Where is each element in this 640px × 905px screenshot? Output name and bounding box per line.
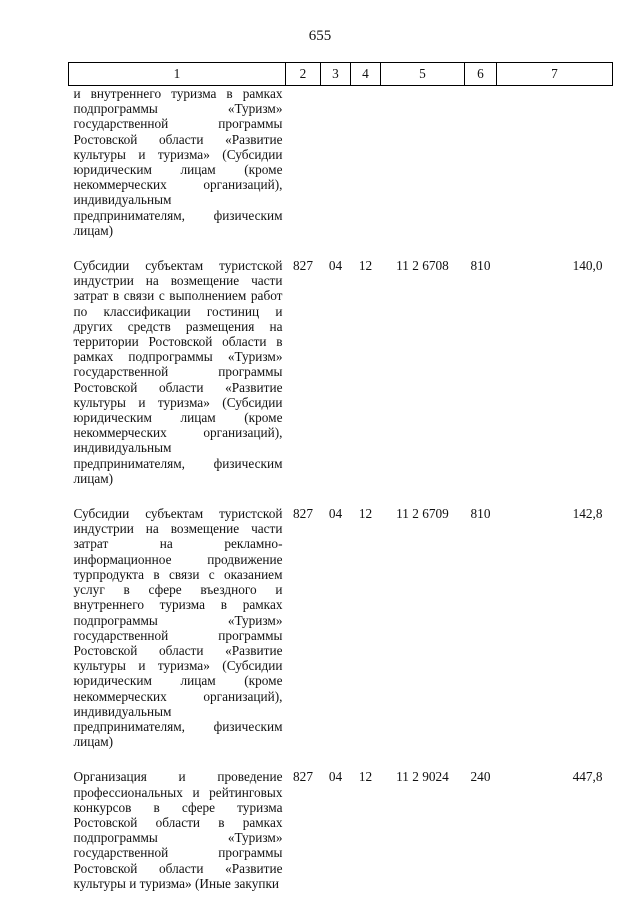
row-subsection-code: 12 (358, 506, 373, 522)
row-subsection-code (351, 86, 381, 249)
row-amount (497, 86, 613, 249)
header-col-3: 3 (321, 63, 351, 86)
row-amount: 140,0 (572, 258, 603, 274)
row-description: Субсидии субъектам туристской индустрии на возмещение части затрат в связи с выполнением работ по классификации гостиниц и других средств размещения на территории Ростовской области в рамках подпрограммы «Туризм» государственной программы Ростовской области «Развитие культуры и туризма» (Субсидии юридическим лицам (кроме некоммерческих организаций), индивидуальным предпринимателям, физическим лицам) (73, 258, 283, 486)
table-row (69, 759, 613, 901)
row-target-article: 11 2 6709 (396, 506, 449, 522)
row-description: Субсидии субъектам туристской индустрии на возмещение части затрат на рекламно-информационное продвижение турпродукта в связи с оказанием услуг в сфере въездного и внутреннего туризма в рамках подпрограммы «Туризм» государственной программы Ростовской области «Развитие культуры и туризма» (Субсидии юридическим лицам (кроме некоммерческих организаций), индивидуальным предпринимателям, физическим лицам) (73, 506, 283, 750)
header-row (69, 63, 613, 86)
row-target-article (381, 86, 465, 249)
row-ministry-code: 827 (293, 506, 313, 522)
row-section-code: 04 (328, 769, 343, 785)
row-description: Организация и проведение профессиональных и рейтинговых конкурсов в сфере туризма Ростовской области в рамках подпрограммы «Туризм» государственной программы Ростовской области «Развитие культуры и туризма» (Иные закупки (73, 769, 283, 891)
row-expense-type: 810 (470, 506, 491, 522)
row-description: и внутреннего туризма в рамках подпрограммы «Туризм» государственной программы Ростовской области «Развитие культуры и туризма» (Субсидии юридическим лицам (кроме некоммерческих организаций), индивидуальным предпринимателям, физическим лицам) (73, 86, 283, 238)
header-col-1: 1 (69, 63, 286, 86)
page-number: 655 (308, 28, 332, 44)
row-section-code: 04 (328, 258, 343, 274)
header-col-2: 2 (286, 63, 321, 86)
header-col-7: 7 (497, 63, 613, 86)
budget-table (68, 62, 613, 901)
header-col-5: 5 (381, 63, 465, 86)
header-col-6: 6 (465, 63, 497, 86)
row-ministry-code (286, 86, 321, 249)
row-expense-type (465, 86, 497, 249)
row-expense-type: 240 (470, 769, 491, 785)
table-row (69, 86, 613, 249)
row-section-code (321, 86, 351, 249)
table-row (69, 248, 613, 496)
row-expense-type: 810 (470, 258, 491, 274)
row-amount: 447,8 (572, 769, 603, 785)
row-amount: 142,8 (572, 506, 603, 522)
row-target-article: 11 2 6708 (396, 258, 449, 274)
row-section-code: 04 (328, 506, 343, 522)
row-subsection-code: 12 (358, 258, 373, 274)
row-subsection-code: 12 (358, 769, 373, 785)
row-ministry-code: 827 (293, 769, 313, 785)
header-col-4: 4 (351, 63, 381, 86)
budget-table-container (68, 62, 612, 901)
row-target-article: 11 2 9024 (396, 769, 449, 785)
row-ministry-code: 827 (293, 258, 313, 274)
table-row (69, 496, 613, 759)
